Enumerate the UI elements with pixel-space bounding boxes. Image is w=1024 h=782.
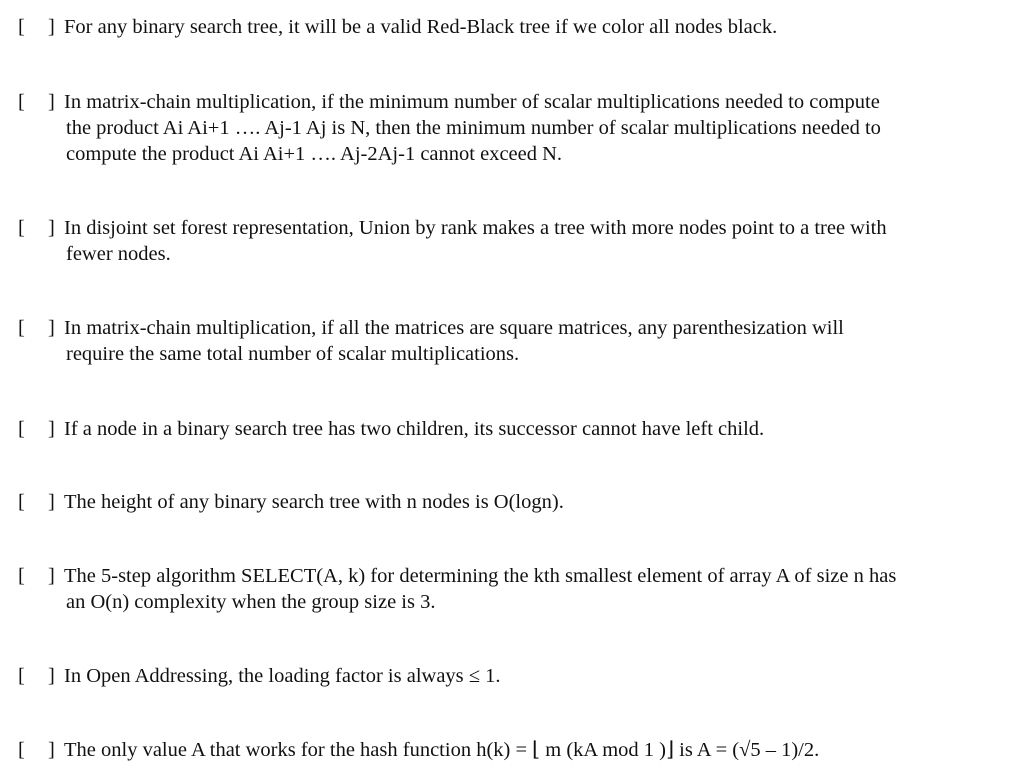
question-text [64,663,1004,689]
bracket-close: ] [48,739,55,761]
question-line: In matrix-chain multiplication, if the minimum number of scalar multiplications needed to compute [64,91,880,113]
question-text [64,563,1004,615]
bracket-close: ] [48,565,55,587]
bracket-open: [ [18,665,25,687]
question-text [64,89,1004,167]
question-text [64,416,1004,442]
bracket-open: [ [18,418,25,440]
question-line: compute the product Ai Ai+1 …. Aj-2Aj-1 cannot exceed N. [66,143,563,165]
question-line: The only value A that works for the hash function h(k) = ⌊ m (kA mod 1 )⌋ is A = (√5 – 1)/2. [64,739,820,761]
bracket-open: [ [18,739,25,761]
question-line: If a node in a binary search tree has two children, its successor cannot have left child. [64,418,765,440]
question-text [64,315,1004,367]
question-line: the product Ai Ai+1 …. Aj-1 Aj is N, then the minimum number of scalar multiplications needed to [66,117,881,139]
question-line: For any binary search tree, it will be a valid Red-Black tree if we color all nodes black. [64,16,778,38]
question-text [64,215,1004,267]
bracket-open: [ [18,317,25,339]
bracket-close: ] [48,16,55,38]
bracket-open: [ [18,16,25,38]
bracket-close: ] [48,491,55,513]
bracket-open: [ [18,217,25,239]
bracket-close: ] [48,665,55,687]
bracket-close: ] [48,418,55,440]
question-text [64,14,1004,40]
question-line: In matrix-chain multiplication, if all the matrices are square matrices, any parenthesization will [64,317,844,339]
question-line: In disjoint set forest representation, Union by rank makes a tree with more nodes point to a tree with [64,217,887,239]
bracket-close: ] [48,217,55,239]
question-line: In Open Addressing, the loading factor is always ≤ 1. [64,665,501,687]
question-line: an O(n) complexity when the group size is 3. [66,591,436,613]
bracket-open: [ [18,565,25,587]
question-text [64,737,1004,763]
question-line: require the same total number of scalar multiplications. [66,343,520,365]
bracket-open: [ [18,91,25,113]
question-line: The height of any binary search tree with n nodes is O(logn). [64,491,564,513]
bracket-close: ] [48,317,55,339]
question-line: The 5-step algorithm SELECT(A, k) for determining the kth smallest element of array A of size n has [64,565,897,587]
bracket-close: ] [48,91,55,113]
bracket-open: [ [18,491,25,513]
question-text [64,489,1004,515]
question-line: fewer nodes. [66,243,171,265]
